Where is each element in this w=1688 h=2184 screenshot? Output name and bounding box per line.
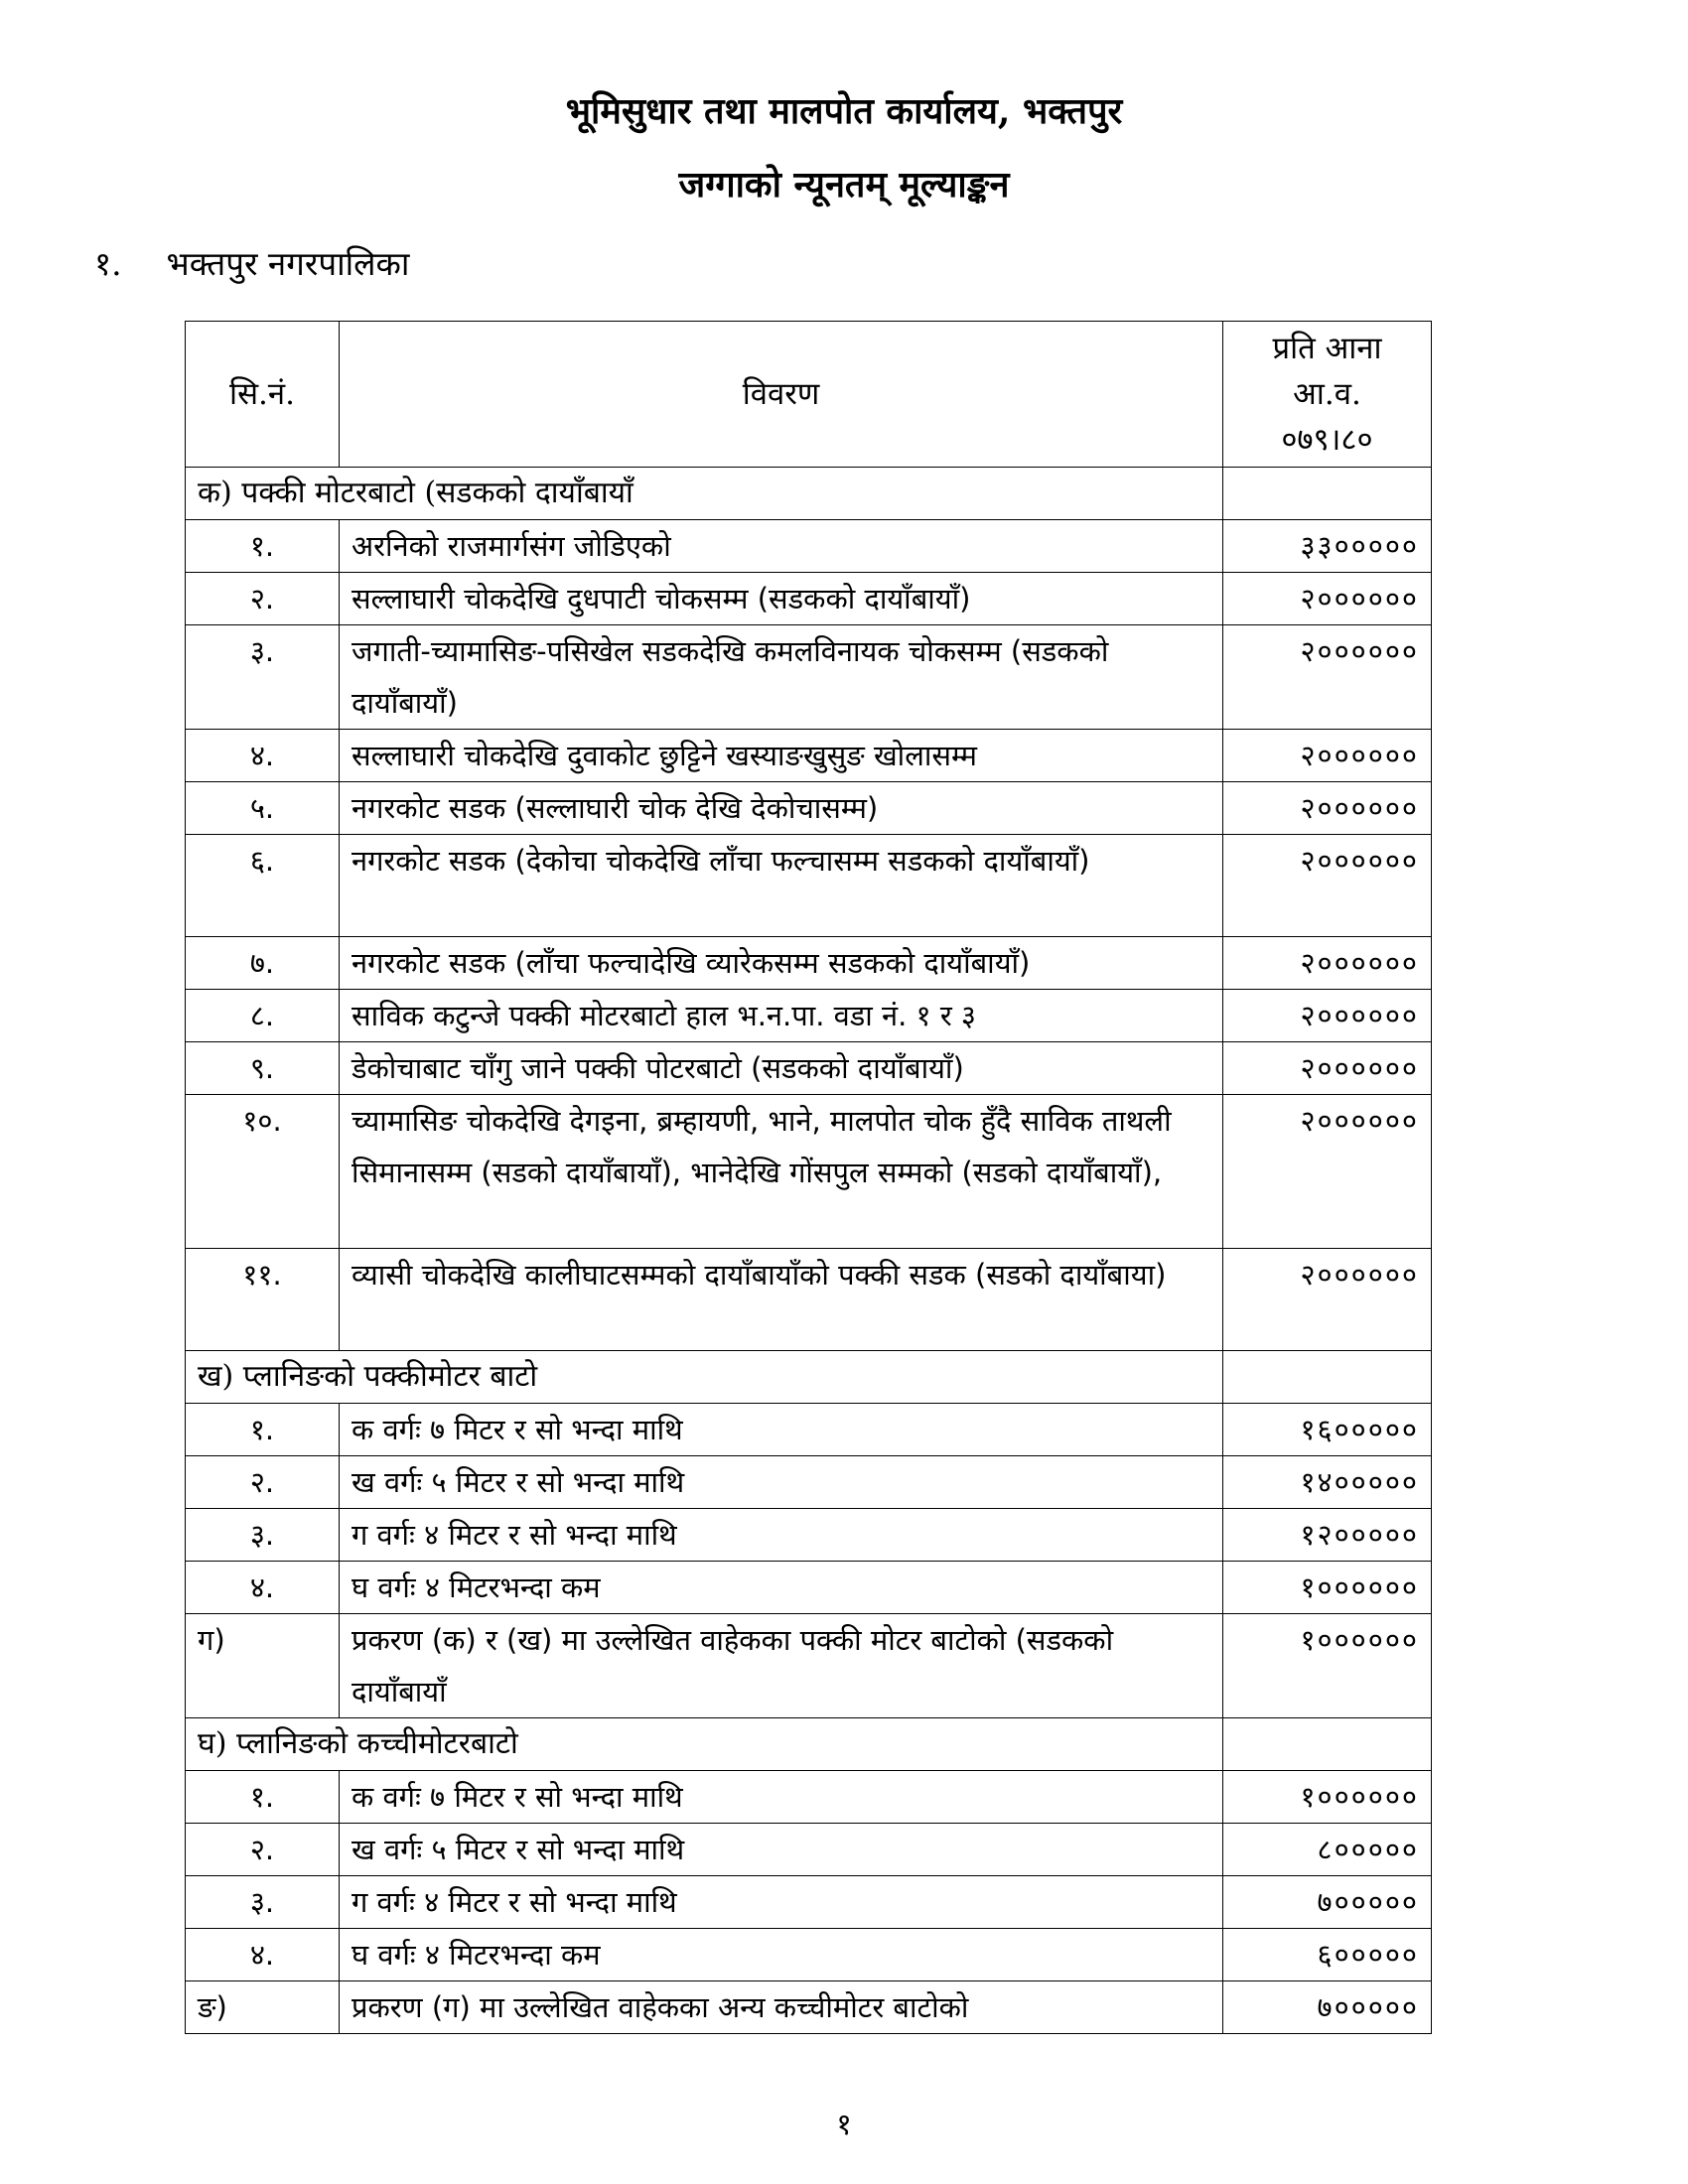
row-rate: २०००००० [1223, 937, 1432, 990]
row-description: क वर्गः ७ मिटर र सो भन्दा माथि [340, 1404, 1223, 1456]
group-label: क) पक्की मोटरबाटो (सडकको दायाँबायाँ [186, 468, 1223, 520]
table-row [186, 1095, 1432, 1249]
section-name: भक्तपुर नगरपालिका [166, 244, 410, 283]
section-number: १. [94, 244, 122, 283]
row-description: अरनिको राजमार्गसंग जोडिएको [340, 520, 1223, 573]
table-row [186, 1249, 1432, 1351]
table-row [186, 730, 1432, 782]
row-sn: ८. [186, 990, 340, 1042]
row-rate: २०००००० [1223, 1095, 1432, 1249]
row-rate: १२००००० [1223, 1509, 1432, 1562]
row-description: प्रकरण (ग) मा उल्लेखित वाहेकका अन्य कच्चीमोटर बाटोको [340, 1981, 1223, 2034]
group-label: ख) प्लानिङको पक्कीमोटर बाटो [186, 1351, 1223, 1404]
row-sn: १. [186, 1771, 340, 1824]
row-description: डेकोचाबाट चाँगु जाने पक्की पोटरबाटो (सडकको दायाँबायाँ) [340, 1042, 1223, 1095]
group-row-kha [186, 1351, 1432, 1404]
row-description: साविक कटुन्जे पक्की मोटरबाटो हाल भ.न.पा. वडा नं. १ र ३ [340, 990, 1223, 1042]
page-number: १ [836, 2108, 852, 2142]
row-rate: ७००००० [1223, 1876, 1432, 1929]
table-row [186, 937, 1432, 990]
section-heading [94, 240, 409, 285]
row-rate: २०००००० [1223, 573, 1432, 625]
row-sn: ३. [186, 625, 340, 730]
row-sn: १. [186, 1404, 340, 1456]
row-sn: २. [186, 1456, 340, 1509]
table-row [186, 1824, 1432, 1876]
row-rate: २०००००० [1223, 1042, 1432, 1095]
table-row [186, 1509, 1432, 1562]
table-row [186, 1929, 1432, 1981]
empty-cell [1223, 468, 1432, 520]
row-sn: ११. [186, 1249, 340, 1351]
row-sn: २. [186, 1824, 340, 1876]
table-row [186, 1456, 1432, 1509]
table-row [186, 1404, 1432, 1456]
row-description: प्रकरण (क) र (ख) मा उल्लेखित वाहेकका पक्की मोटर बाटोको (सडकको दायाँबायाँ [340, 1614, 1223, 1718]
table-row [186, 782, 1432, 835]
row-description: नगरकोट सडक (सल्लाघारी चोक देखि देकोचासम्म) [340, 782, 1223, 835]
row-sn: २. [186, 573, 340, 625]
row-sn: ४. [186, 1929, 340, 1981]
table-header-row [186, 322, 1432, 468]
table-row [186, 1771, 1432, 1824]
row-sn: ३. [186, 1509, 340, 1562]
group-row-gha [186, 1718, 1432, 1771]
row-rate: ७००००० [1223, 1981, 1432, 2034]
row-rate: २०००००० [1223, 1249, 1432, 1351]
row-sn: ङ) [186, 1981, 340, 2034]
header-sn: सि.नं. [186, 322, 340, 468]
table-row [186, 520, 1432, 573]
row-sn: ३. [186, 1876, 340, 1929]
row-description: घ वर्गः ४ मिटरभन्दा कम [340, 1929, 1223, 1981]
row-description: क वर्गः ७ मिटर र सो भन्दा माथि [340, 1771, 1223, 1824]
row-description: ख वर्गः ५ मिटर र सो भन्दा माथि [340, 1456, 1223, 1509]
row-sn: ६. [186, 835, 340, 937]
table-row [186, 573, 1432, 625]
row-description: ग वर्गः ४ मिटर र सो भन्दा माथि [340, 1876, 1223, 1929]
header-rate [1223, 322, 1432, 468]
office-title: भूमिसुधार तथा मालपोत कार्यालय, भक्तपुर [565, 90, 1123, 132]
row-rate: ८००००० [1223, 1824, 1432, 1876]
valuation-table [185, 321, 1432, 2034]
row-description: नगरकोट सडक (लाँचा फल्चादेखि व्यारेकसम्म सडकको दायाँबायाँ) [340, 937, 1223, 990]
row-rate: ६००००० [1223, 1929, 1432, 1981]
row-rate: १४००००० [1223, 1456, 1432, 1509]
row-rate: २०००००० [1223, 730, 1432, 782]
row-rate: १०००००० [1223, 1614, 1432, 1718]
row-description: च्यामासिङ चोकदेखि देगइना, ब्रम्हायणी, भाने, मालपोत चोक हुँदै साविक ताथली सिमानासम्म (सडको दायाँबायाँ), भानेदेखि गोंसपुल सम्मको (सडको दायाँबायाँ), [340, 1095, 1223, 1249]
row-description: ख वर्गः ५ मिटर र सो भन्दा माथि [340, 1824, 1223, 1876]
header-rate-line3: ०७९।८० [1281, 422, 1373, 458]
row-rate: २०००००० [1223, 835, 1432, 937]
document-subtitle: जग्गाको न्यूनतम् मूल्याङ्कन [678, 164, 1010, 205]
group-row-ka [186, 468, 1432, 520]
row-sn: ५. [186, 782, 340, 835]
group-label: घ) प्लानिङको कच्चीमोटरबाटो [186, 1718, 1223, 1771]
row-sn: ७. [186, 937, 340, 990]
row-description: व्यासी चोकदेखि कालीघाटसम्मको दायाँबायाँको पक्की सडक (सडको दायाँबाया) [340, 1249, 1223, 1351]
header-rate-line1: प्रति आना [1272, 331, 1382, 366]
row-rate: १०००००० [1223, 1771, 1432, 1824]
table-row [186, 625, 1432, 730]
empty-cell [1223, 1718, 1432, 1771]
table-row [186, 1876, 1432, 1929]
row-rate: २०००००० [1223, 625, 1432, 730]
table-row [186, 990, 1432, 1042]
row-rate: २०००००० [1223, 990, 1432, 1042]
table-row-ga [186, 1614, 1432, 1718]
table-row [186, 1562, 1432, 1614]
row-sn: ९. [186, 1042, 340, 1095]
row-rate: १६००००० [1223, 1404, 1432, 1456]
row-rate: २०००००० [1223, 782, 1432, 835]
row-sn: ४. [186, 1562, 340, 1614]
row-description: घ वर्गः ४ मिटरभन्दा कम [340, 1562, 1223, 1614]
empty-cell [1223, 1351, 1432, 1404]
row-sn: ग) [186, 1614, 340, 1718]
table-row [186, 1042, 1432, 1095]
row-sn: १. [186, 520, 340, 573]
row-rate: ३३००००० [1223, 520, 1432, 573]
row-description: जगाती-च्यामासिङ-पसिखेल सडकदेखि कमलविनायक चोकसम्म (सडकको दायाँबायाँ) [340, 625, 1223, 730]
row-description: ग वर्गः ४ मिटर र सो भन्दा माथि [340, 1509, 1223, 1562]
table-row [186, 835, 1432, 937]
header-rate-line2: आ.व. [1293, 376, 1361, 412]
row-sn: ४. [186, 730, 340, 782]
row-description: सल्लाघारी चोकदेखि दुधपाटी चोकसम्म (सडकको दायाँबायाँ) [340, 573, 1223, 625]
row-rate: १०००००० [1223, 1562, 1432, 1614]
row-sn: १०. [186, 1095, 340, 1249]
table-row-nga [186, 1981, 1432, 2034]
row-description: नगरकोट सडक (देकोचा चोकदेखि लाँचा फल्चासम्म सडकको दायाँबायाँ) [340, 835, 1223, 937]
row-description: सल्लाघारी चोकदेखि दुवाकोट छुट्टिने खस्याङखुसुङ खोलासम्म [340, 730, 1223, 782]
header-description: विवरण [340, 322, 1223, 468]
